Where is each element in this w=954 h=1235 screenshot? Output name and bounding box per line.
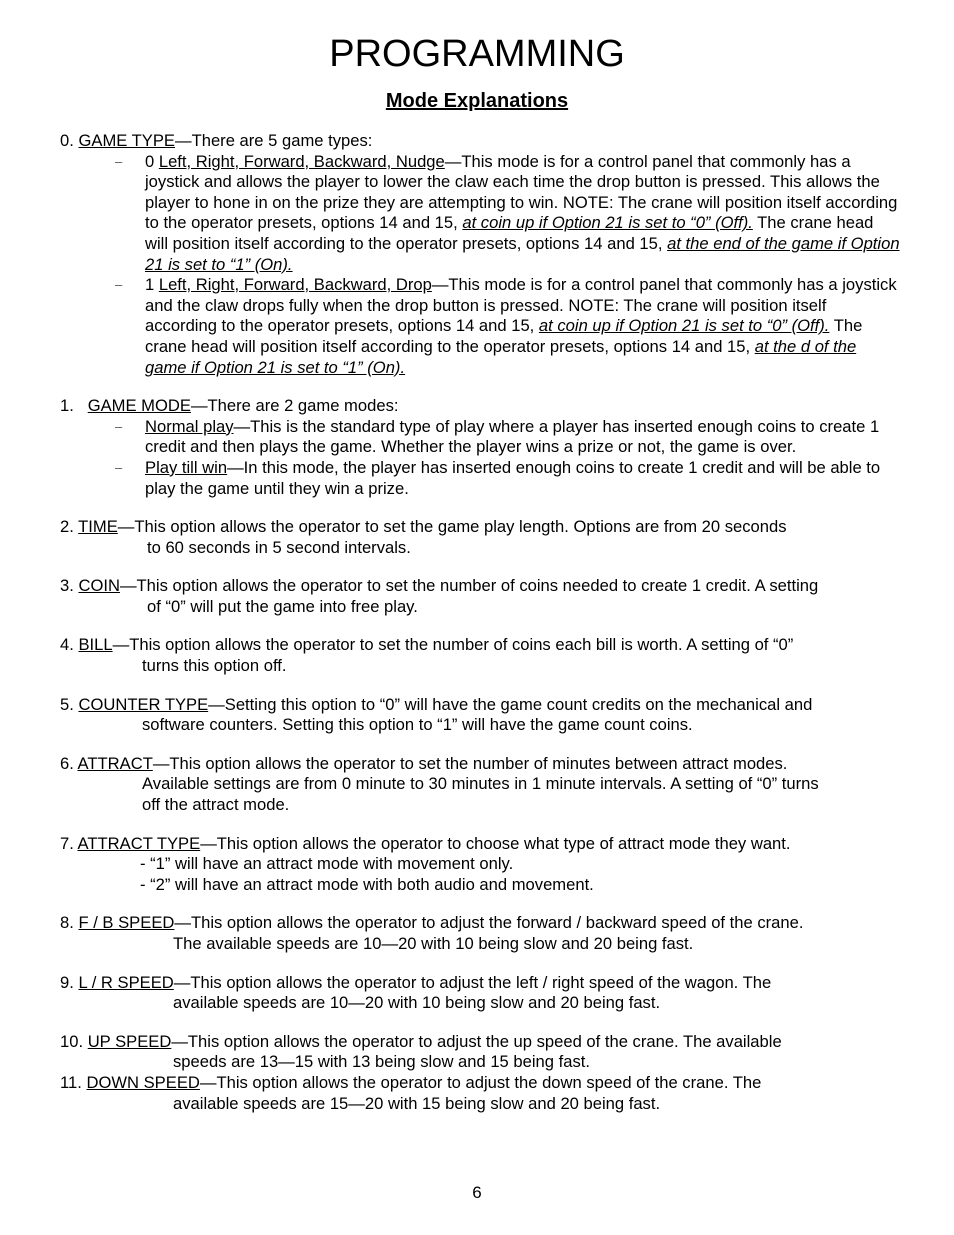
option-label: GAME MODE [87, 396, 191, 416]
option-up-speed: 10. UP SPEED—This option allows the operator to adjust the up speed of the crane. The available [60, 1031, 782, 1051]
option-label: L / R SPEED [78, 972, 174, 992]
page-number: 6 [472, 1183, 482, 1202]
option-label: COIN [78, 576, 120, 596]
option-counter-type: 5. COUNTER TYPE—Setting this option to “0” will have the game count credits on the mechanical and [60, 694, 813, 714]
page-subtitle: Mode Explanations [385, 90, 569, 112]
option-label: TIME [78, 517, 118, 537]
bullet-dash-icon: – [115, 459, 123, 475]
game-type-nudge: – 0 Left, Right, Forward, Backward, Nudge—This mode is for a control panel that commonly has a joystick and allows the player to lower the claw each time the drop button is pressed. This allows the player to hone in on the prize they are attempting to win. NOTE: The crane will position itself according to the operator presets, options 14 and 15, at coin up if Option 21 is set to “0” (Off). The crane head will position itself according to the operator presets, options 14 and 15, at the end of the game if Option 21 is set to “1” (On). [115, 151, 900, 274]
option-label: ATTRACT [77, 753, 153, 773]
option-label: DOWN SPEED [86, 1072, 200, 1092]
page-title: PROGRAMMING [329, 33, 625, 75]
bullet-dash-icon: – [115, 277, 123, 293]
attract-type-option-1: - “1” will have an attract mode with movement only. [140, 854, 514, 874]
option-game-mode: 1. GAME MODE—There are 2 game modes: [60, 396, 399, 416]
option-attract-type: 7. ATTRACT TYPE—This option allows the operator to choose what type of attract mode they want. [60, 833, 791, 853]
option-lr-speed: 9. L / R SPEED—This option allows the operator to adjust the left / right speed of the wagon. The [60, 972, 772, 992]
bullet-dash-icon: – [115, 418, 123, 434]
option-label: F / B SPEED [78, 913, 175, 933]
bullet-dash-icon: – [115, 153, 123, 169]
option-bill: 4. BILL—This option allows the operator to set the number of coins each bill is worth. A setting of “0” [60, 635, 794, 655]
option-time: 2. TIME—This option allows the operator to set the game play length. Options are from 20 seconds [60, 517, 787, 537]
game-mode-play-till-win: – Play till win—In this mode, the player has inserted enough coins to create 1 credit and will be able to play the game until they win a prize. [115, 457, 881, 498]
attract-type-option-2: - “2” will have an attract mode with both audio and movement. [140, 874, 594, 894]
option-down-speed: 11. DOWN SPEED—This option allows the operator to adjust the down speed of the crane. The [60, 1072, 762, 1092]
option-label: COUNTER TYPE [78, 694, 209, 714]
option-attract: 6. ATTRACT—This option allows the operator to set the number of minutes between attract modes. [60, 753, 788, 773]
option-game-type: 0. GAME TYPE—There are 5 game types: [60, 131, 373, 150]
mode-explanations: 0. GAME TYPE—There are 5 game types: – 0 Left, Right, Forward, Backward, Nudge—This mode is for a control panel that commonly has a joystick and allows the player to lower the claw each time the drop button is pressed. This allows the player to hone in on the prize they are attempting to win. NOTE: The crane will position itself according to the operator presets, options 14 and 15, at coin up if Option 21 is set to “0” (Off). The crane head will position itself according to the operator presets, options 14 and 15, at the end of the game if Option 21 is set to “1” (On). – 1 Left, Right, Forward, Backward, Drop—This mode is for a control panel that commonly has a joystick and the claw drops fully when the drop button is pressed. NOTE: The crane will position itself according to the operator presets, options 14 and 15, at coin up if Option 21 is set to “0” (Off). The crane head will position itself according to the operator presets, options 14 and 15, at the d of the game if Option 21 is set to “1” (On). 1. GAME MODE—There are 2 game modes: – Normal play—This is the standard type of play where a player has inserted enough coins to create 1 credit and then plays the game. Whether the player wins a prize or not, the game is over. – Play till win—In this mode, the player has inserted enough coins to create 1 credit and will be able to play the game until they win a prize. 2. TIME—This option allows the operator to set the game play length. Options are from 20 seconds to 60 seconds in 5 second intervals. 3. COIN—This option allows the operator to set the number of coins needed to create 1 credit. A setting of “0” will put the game into free play. 4. BILL—This option allows the operator to set the number of coins each bill is worth. A setting of “0” turns this option off. 5. COUNTER TYPE—Setting this option to “0” will have the game count credits on the mechanical and software counters. Setting this option to “1” will have the game count coins. 6. ATTRACT—This option allows the operator to set the number of minutes between attract modes. Available settings are from 0 minute to 30 minutes in 1 minute intervals. A setting of “0” turns off the attract mode. 7. ATTRACT TYPE—This option allows the operator to choose what type of attract mode they want. - “1” will have an attract mode with movement only. - “2” will have an attract mode with both audio and movement. 8. F / B SPEED—This option allows the operator to adjust the forward / backward speed of the crane. The available speeds are 10—20 with 10 being slow and 20 being fast. 9. L / R SPEED—This option allows the operator to adjust the left / right speed of the wagon. The available speeds are 10—20 with 10 being slow and 20 being fast. 10. UP SPEED—This option allows the operator to adjust the up speed of the crane. The available speeds are 13—15 with 13 being slow and 15 being fast. 11. DOWN SPEED—This option allows the operator to adjust the down speed of the crane. The available speeds are 15—20 with 15 being slow and 20 being fast. [60, 131, 900, 1113]
option-label: ATTRACT TYPE [77, 833, 201, 853]
option-coin: 3. COIN—This option allows the operator to set the number of coins needed to create 1 credit. A setting [60, 576, 819, 596]
option-label: UP SPEED [87, 1031, 172, 1051]
option-label: BILL [78, 635, 113, 655]
game-mode-normal-play: – Normal play—This is the standard type of play where a player has inserted enough coins to create 1 credit and then plays the game. Whether the player wins a prize or not, the game is over. [115, 416, 880, 457]
option-fb-speed: 8. F / B SPEED—This option allows the operator to adjust the forward / backward speed of the crane. [60, 913, 804, 933]
game-type-drop: – 1 Left, Right, Forward, Backward, Drop—This mode is for a control panel that commonly has a joystick and the claw drops fully when the drop button is pressed. NOTE: The crane will position itself according to the operator presets, options 14 and 15, at coin up if Option 21 is set to “0” (Off). The crane head will position itself according to the operator presets, options 14 and 15, at the d of the game if Option 21 is set to “1” (On). [115, 275, 897, 377]
option-label: GAME TYPE [78, 131, 175, 150]
